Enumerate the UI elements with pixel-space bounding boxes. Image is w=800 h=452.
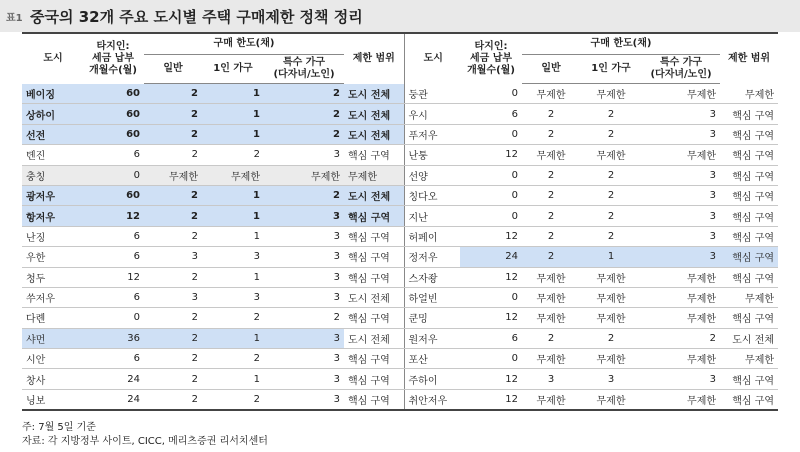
tax-cell: 60	[82, 84, 144, 104]
tax-cell: 0	[82, 165, 144, 185]
single-cell: 1	[202, 226, 264, 246]
general-cell: 2	[144, 349, 202, 369]
scope-cell: 무제한	[720, 84, 778, 104]
table-row	[22, 287, 778, 307]
footnote: 주: 7월 5일 기준	[22, 422, 96, 433]
general-cell: 2	[144, 104, 202, 124]
city-cell: 칭다오	[404, 185, 460, 205]
general-cell: 2	[144, 206, 202, 226]
general-cell: 무제한	[522, 84, 580, 104]
city-cell: 닝보	[22, 389, 82, 410]
general-cell: 2	[144, 145, 202, 165]
general-cell: 무제한	[522, 349, 580, 369]
header-general-right: 일반	[522, 55, 580, 84]
city-cell: 원저우	[404, 328, 460, 348]
title-bar	[0, 0, 800, 32]
tax-cell: 12	[460, 389, 522, 410]
tax-cell: 0	[82, 308, 144, 328]
scope-cell: 핵심 구역	[344, 369, 404, 389]
tax-cell: 24	[460, 247, 522, 267]
single-cell: 1	[202, 124, 264, 144]
city-cell: 지난	[404, 206, 460, 226]
special-cell: 3	[264, 328, 344, 348]
header-scope-right: 제한 범위	[727, 52, 771, 64]
tax-cell: 12	[460, 369, 522, 389]
special-cell: 3	[642, 206, 720, 226]
policy-table	[22, 32, 778, 411]
special-cell: 무제한	[642, 389, 720, 410]
tax-cell: 0	[460, 206, 522, 226]
special-cell: 3	[642, 185, 720, 205]
header-single-left: 1인 가구	[202, 55, 264, 84]
city-cell: 청두	[22, 267, 82, 287]
city-cell: 둥관	[404, 84, 460, 104]
special-cell: 무제한	[642, 84, 720, 104]
tax-cell: 6	[460, 328, 522, 348]
table-row	[22, 328, 778, 348]
single-cell: 무제한	[580, 389, 642, 410]
scope-cell: 핵심 구역	[720, 308, 778, 328]
single-cell: 무제한	[580, 145, 642, 165]
scope-cell: 핵심 구역	[720, 145, 778, 165]
tax-cell: 24	[82, 369, 144, 389]
header-special-right: 특수 가구 (다자녀/노인)	[642, 55, 720, 84]
general-cell: 3	[522, 369, 580, 389]
general-cell: 무제한	[522, 267, 580, 287]
special-cell: 3	[264, 226, 344, 246]
single-cell: 3	[202, 247, 264, 267]
general-cell: 3	[144, 247, 202, 267]
single-cell: 1	[202, 84, 264, 104]
city-cell: 쑤저우	[22, 287, 82, 307]
scope-cell: 핵심 구역	[344, 308, 404, 328]
tax-cell: 12	[82, 267, 144, 287]
table-row	[22, 206, 778, 226]
tax-cell: 12	[460, 267, 522, 287]
header-tax-left: 타지인: 세금 납부 개월수(월)	[89, 40, 137, 76]
special-cell: 무제한	[642, 287, 720, 307]
general-cell: 2	[522, 104, 580, 124]
general-cell: 2	[144, 124, 202, 144]
city-cell: 우한	[22, 247, 82, 267]
special-cell: 2	[642, 328, 720, 348]
tax-cell: 0	[460, 165, 522, 185]
city-cell: 광저우	[22, 185, 82, 205]
tax-cell: 0	[460, 124, 522, 144]
special-cell: 3	[264, 287, 344, 307]
scope-cell: 핵심 구역	[344, 145, 404, 165]
single-cell: 2	[202, 389, 264, 410]
special-cell: 무제한	[642, 145, 720, 165]
figure-tag: 표1	[6, 13, 23, 24]
special-cell: 3	[264, 389, 344, 410]
city-cell: 샤먼	[22, 328, 82, 348]
table-row	[22, 267, 778, 287]
general-cell: 무제한	[144, 165, 202, 185]
scope-cell: 도시 전체	[344, 185, 404, 205]
scope-cell: 핵심 구역	[344, 226, 404, 246]
general-cell: 2	[144, 369, 202, 389]
special-cell: 2	[264, 84, 344, 104]
scope-cell: 핵심 구역	[344, 349, 404, 369]
single-cell: 1	[202, 267, 264, 287]
tax-cell: 6	[82, 287, 144, 307]
single-cell: 3	[580, 369, 642, 389]
special-cell: 3	[642, 226, 720, 246]
city-cell: 톈진	[22, 145, 82, 165]
tax-cell: 60	[82, 104, 144, 124]
table-row	[22, 165, 778, 185]
special-cell: 2	[264, 124, 344, 144]
special-cell: 3	[642, 104, 720, 124]
special-cell: 3	[264, 349, 344, 369]
header-tax-right: 타지인: 세금 납부 개월수(월)	[467, 40, 515, 76]
scope-cell: 핵심 구역	[720, 185, 778, 205]
single-cell: 무제한	[580, 308, 642, 328]
tax-cell: 0	[460, 287, 522, 307]
city-cell: 시안	[22, 349, 82, 369]
scope-cell: 핵심 구역	[344, 389, 404, 410]
single-cell: 1	[202, 185, 264, 205]
scope-cell: 핵심 구역	[720, 206, 778, 226]
table-row	[22, 247, 778, 267]
single-cell: 1	[202, 206, 264, 226]
city-cell: 창사	[22, 369, 82, 389]
table-row	[22, 145, 778, 165]
city-cell: 충칭	[22, 165, 82, 185]
single-cell: 2	[580, 104, 642, 124]
table-row	[22, 84, 778, 104]
city-cell: 난퉁	[404, 145, 460, 165]
scope-cell: 도시 전체	[344, 84, 404, 104]
special-cell: 3	[264, 369, 344, 389]
city-cell: 하얼빈	[404, 287, 460, 307]
single-cell: 2	[580, 328, 642, 348]
general-cell: 2	[522, 328, 580, 348]
header-single-right: 1인 가구	[580, 55, 642, 84]
scope-cell: 핵심 구역	[720, 389, 778, 410]
city-cell: 취안저우	[404, 389, 460, 410]
single-cell: 1	[202, 104, 264, 124]
general-cell: 무제한	[522, 287, 580, 307]
scope-cell: 도시 전체	[344, 287, 404, 307]
general-cell: 2	[522, 206, 580, 226]
special-cell: 무제한	[642, 349, 720, 369]
special-cell: 2	[264, 104, 344, 124]
city-cell: 난징	[22, 226, 82, 246]
single-cell: 1	[580, 247, 642, 267]
tax-cell: 0	[460, 349, 522, 369]
header-limit-group-right: 구매 한도(채)	[522, 33, 720, 55]
single-cell: 2	[202, 308, 264, 328]
single-cell: 2	[202, 145, 264, 165]
single-cell: 2	[580, 185, 642, 205]
single-cell: 무제한	[580, 287, 642, 307]
tax-cell: 6	[82, 226, 144, 246]
scope-cell: 핵심 구역	[344, 267, 404, 287]
table-row	[22, 226, 778, 246]
scope-cell: 무제한	[344, 165, 404, 185]
scope-cell: 무제한	[720, 287, 778, 307]
special-cell: 무제한	[642, 308, 720, 328]
tax-cell: 36	[82, 328, 144, 348]
tax-cell: 12	[460, 226, 522, 246]
header-special-left: 특수 가구 (다자녀/노인)	[264, 55, 344, 84]
scope-cell: 핵심 구역	[720, 226, 778, 246]
general-cell: 2	[144, 389, 202, 410]
special-cell: 2	[264, 308, 344, 328]
city-cell: 정저우	[404, 247, 460, 267]
city-cell: 항저우	[22, 206, 82, 226]
general-cell: 2	[144, 185, 202, 205]
scope-cell: 무제한	[720, 349, 778, 369]
tax-cell: 0	[460, 185, 522, 205]
scope-cell: 핵심 구역	[720, 369, 778, 389]
tax-cell: 6	[460, 104, 522, 124]
general-cell: 2	[522, 226, 580, 246]
header-city-right: 도시	[404, 33, 460, 84]
special-cell: 무제한	[642, 267, 720, 287]
city-cell: 선양	[404, 165, 460, 185]
tax-cell: 0	[460, 84, 522, 104]
special-cell: 3	[642, 124, 720, 144]
general-cell: 무제한	[522, 145, 580, 165]
table-row	[22, 349, 778, 369]
scope-cell: 핵심 구역	[720, 267, 778, 287]
header-limit-group-left: 구매 한도(채)	[144, 33, 344, 55]
source-note: 자료: 각 지방정부 사이트, CICC, 메리츠증권 리서치센터	[22, 436, 268, 447]
special-cell: 3	[264, 206, 344, 226]
header-scope-left: 제한 범위	[352, 52, 395, 64]
general-cell: 무제한	[522, 389, 580, 410]
single-cell: 3	[202, 287, 264, 307]
single-cell: 2	[580, 165, 642, 185]
general-cell: 2	[522, 124, 580, 144]
general-cell: 2	[144, 267, 202, 287]
general-cell: 2	[522, 185, 580, 205]
table-row	[22, 104, 778, 124]
general-cell: 2	[144, 328, 202, 348]
general-cell: 2	[522, 247, 580, 267]
city-cell: 푸저우	[404, 124, 460, 144]
table-row	[22, 308, 778, 328]
scope-cell: 도시 전체	[344, 124, 404, 144]
special-cell: 3	[264, 145, 344, 165]
scope-cell: 핵심 구역	[720, 247, 778, 267]
scope-cell: 도시 전체	[344, 328, 404, 348]
city-cell: 스자좡	[404, 267, 460, 287]
city-cell: 다롄	[22, 308, 82, 328]
tax-cell: 6	[82, 247, 144, 267]
page-title: 중국의 32개 주요 도시별 주택 구매제한 정책 정리	[30, 8, 363, 26]
single-cell: 무제한	[202, 165, 264, 185]
tax-cell: 12	[460, 145, 522, 165]
scope-cell: 핵심 구역	[720, 124, 778, 144]
scope-cell: 핵심 구역	[720, 104, 778, 124]
general-cell: 2	[144, 308, 202, 328]
scope-cell: 핵심 구역	[720, 165, 778, 185]
single-cell: 1	[202, 369, 264, 389]
tax-cell: 24	[82, 389, 144, 410]
table-row	[22, 369, 778, 389]
general-cell: 3	[144, 287, 202, 307]
scope-cell: 도시 전체	[720, 328, 778, 348]
scope-cell: 핵심 구역	[344, 206, 404, 226]
city-cell: 포산	[404, 349, 460, 369]
tax-cell: 60	[82, 185, 144, 205]
special-cell: 3	[642, 369, 720, 389]
tax-cell: 12	[82, 206, 144, 226]
city-cell: 허페이	[404, 226, 460, 246]
table-row	[22, 185, 778, 205]
single-cell: 1	[202, 328, 264, 348]
special-cell: 3	[642, 247, 720, 267]
general-cell: 2	[144, 226, 202, 246]
tax-cell: 6	[82, 145, 144, 165]
table-row	[22, 124, 778, 144]
general-cell: 2	[522, 165, 580, 185]
scope-cell: 핵심 구역	[344, 247, 404, 267]
city-cell: 베이징	[22, 84, 82, 104]
single-cell: 2	[580, 124, 642, 144]
city-cell: 주하이	[404, 369, 460, 389]
header-city-left: 도시	[43, 52, 63, 64]
general-cell: 무제한	[522, 308, 580, 328]
city-cell: 쿤밍	[404, 308, 460, 328]
single-cell: 무제한	[580, 349, 642, 369]
single-cell: 무제한	[580, 267, 642, 287]
city-cell: 선전	[22, 124, 82, 144]
header-general-left: 일반	[144, 55, 202, 84]
tax-cell: 60	[82, 124, 144, 144]
special-cell: 3	[264, 267, 344, 287]
tax-cell: 12	[460, 308, 522, 328]
city-cell: 상하이	[22, 104, 82, 124]
city-cell: 우시	[404, 104, 460, 124]
special-cell: 3	[642, 165, 720, 185]
tax-cell: 6	[82, 349, 144, 369]
single-cell: 2	[202, 349, 264, 369]
special-cell: 2	[264, 185, 344, 205]
single-cell: 2	[580, 206, 642, 226]
table-row	[22, 389, 778, 410]
single-cell: 2	[580, 226, 642, 246]
single-cell: 무제한	[580, 84, 642, 104]
special-cell: 무제한	[264, 165, 344, 185]
general-cell: 2	[144, 84, 202, 104]
special-cell: 3	[264, 247, 344, 267]
scope-cell: 도시 전체	[344, 104, 404, 124]
